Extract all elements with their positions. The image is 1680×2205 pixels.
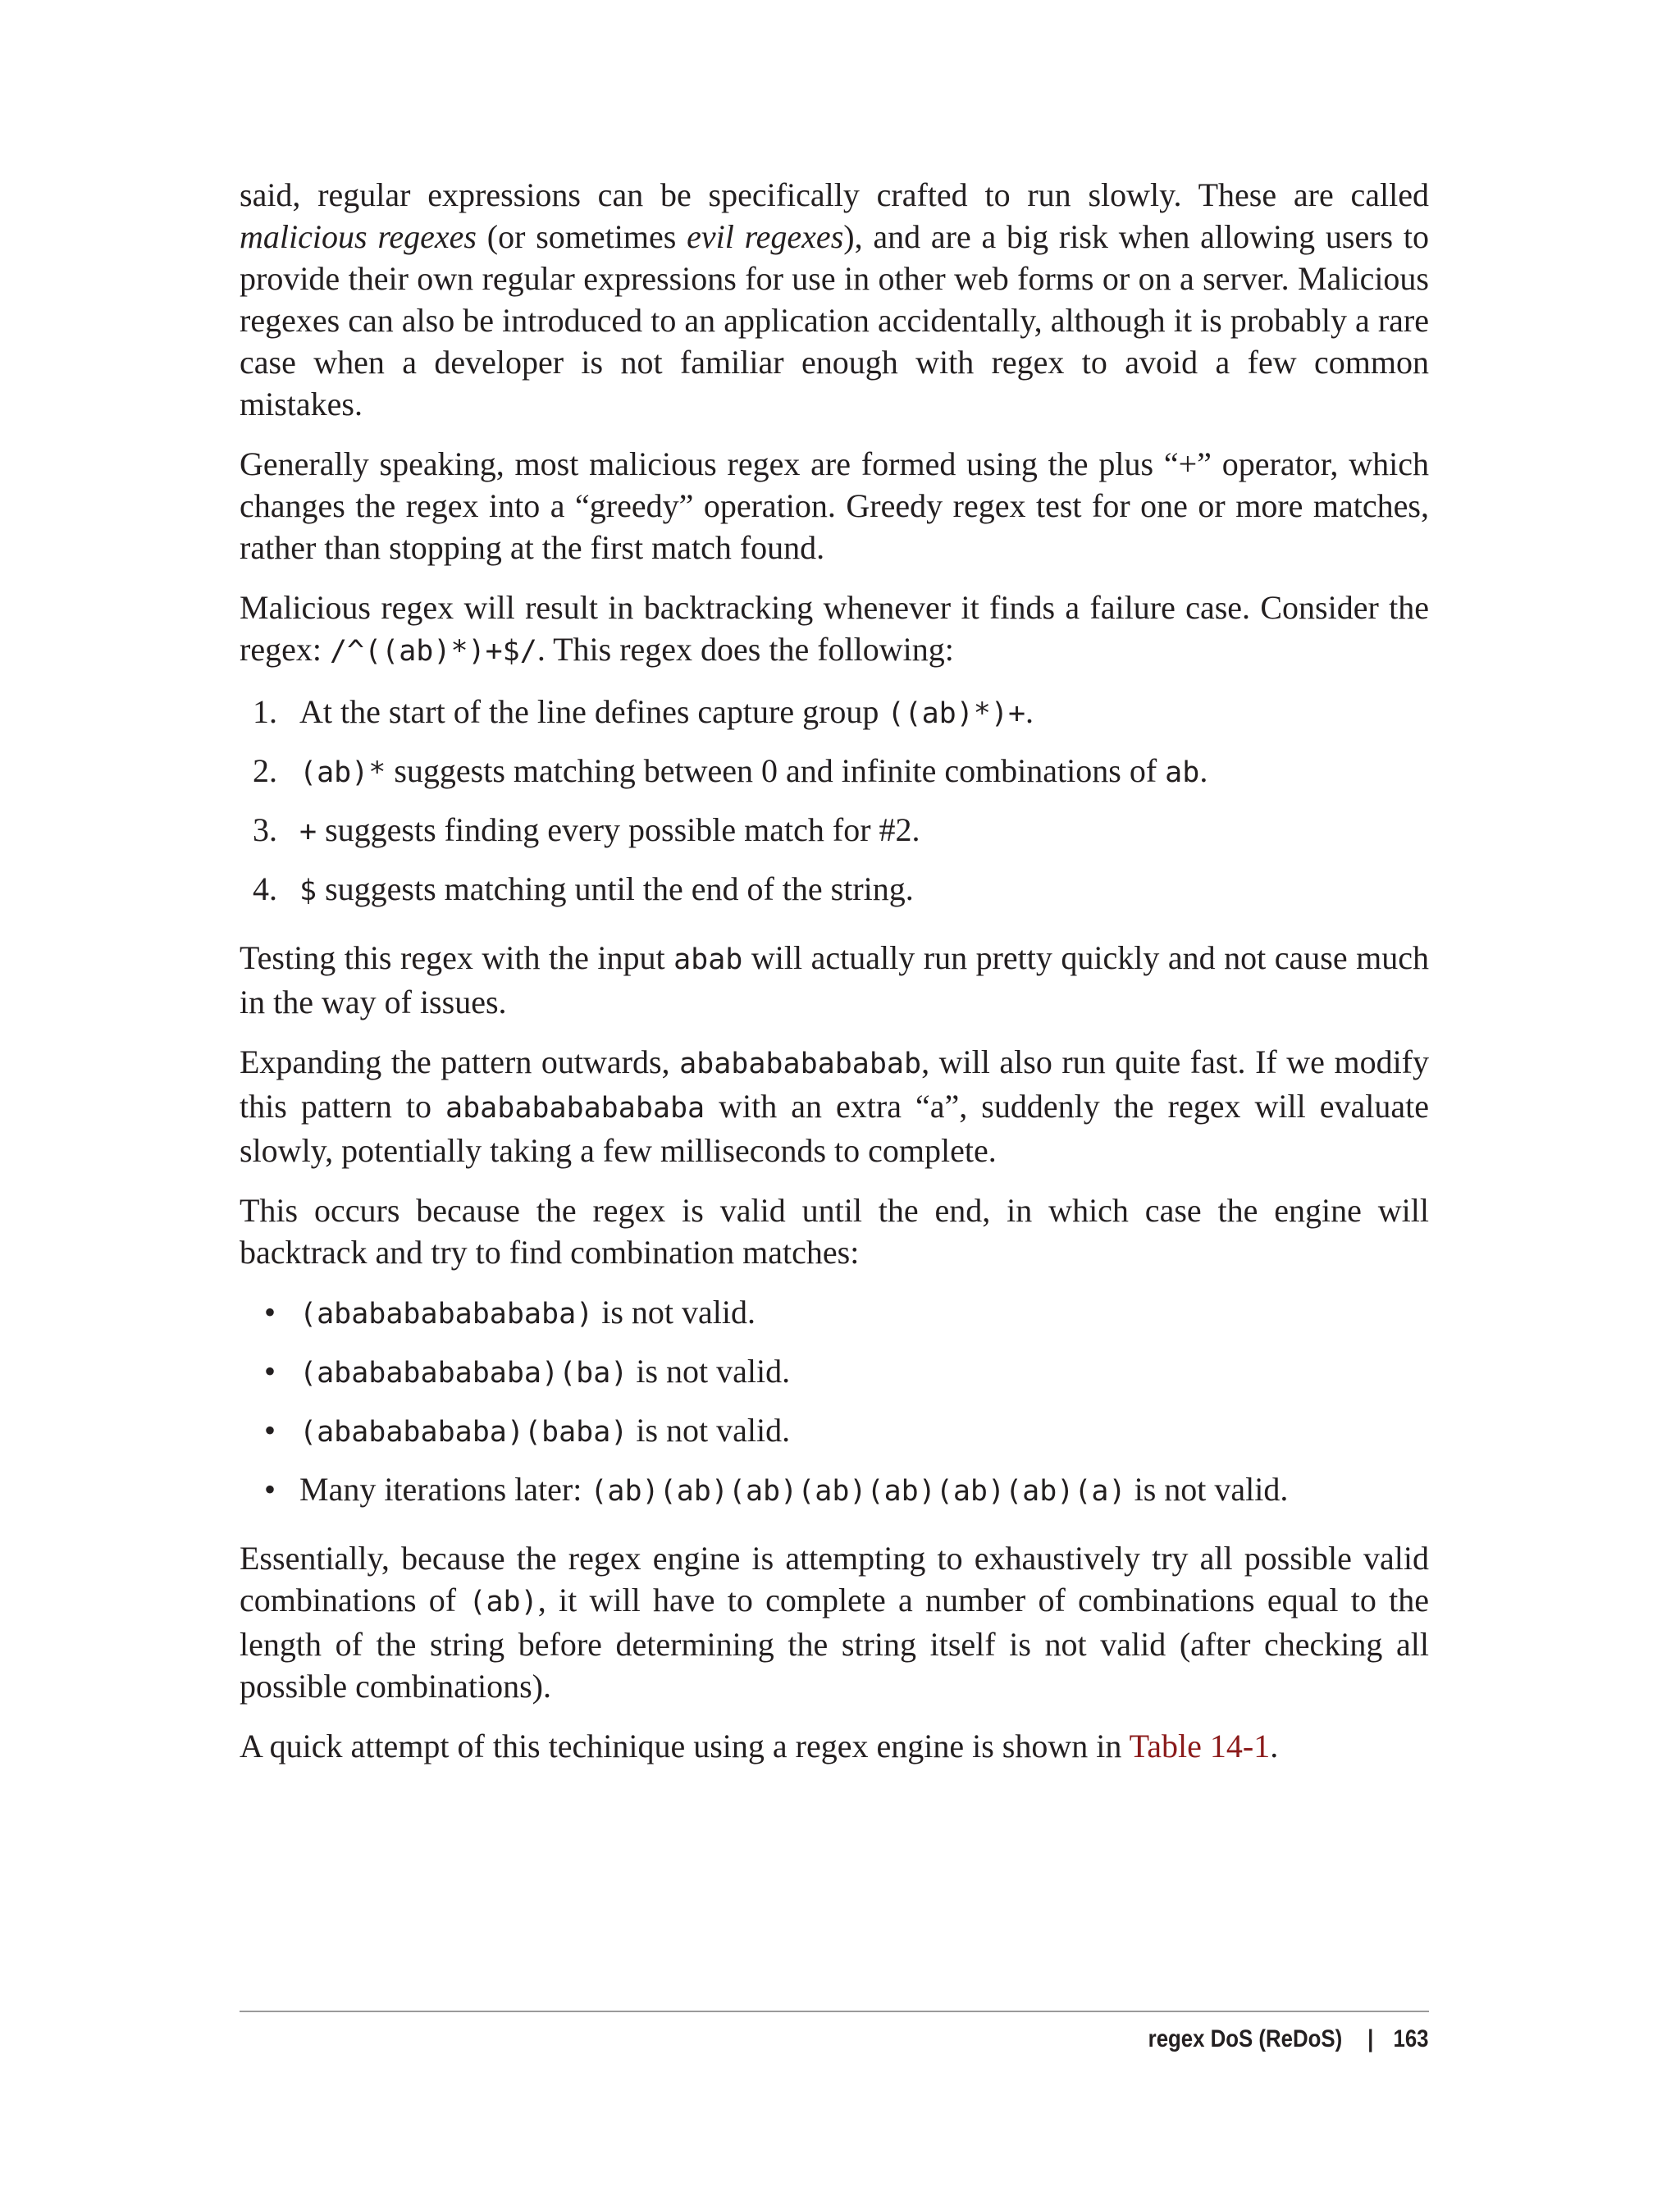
paragraph-exhaustive-try (240, 1537, 1429, 1707)
bullet-list-invalid-combinations (240, 1291, 1429, 1513)
main-text (240, 174, 1429, 1785)
text-run: said, regular expressions can be specifically crafted to run slowly. These are called (240, 176, 1429, 213)
text-run: Essentially, because the regex engine is attempting to exhaustively try all possible valid combinations of (240, 1540, 1429, 1618)
code-inline: ((ab)*)+ (887, 697, 1026, 730)
page-footer (1148, 2023, 1429, 2056)
text-run: Testing this regex with the input (240, 939, 674, 976)
text-run: At the start of the line defines capture group (299, 693, 888, 730)
text-run: Expanding the pattern outwards, (240, 1043, 680, 1080)
term-malicious-regexes: malicious regexes (240, 218, 477, 255)
paragraph-backtracking (240, 587, 1429, 673)
code-inline: ab (1165, 756, 1200, 789)
bullet-icon: • (264, 1471, 276, 1508)
text-run: with an extra “a”, suddenly the regex will evaluate slowly, potentially taking a few milliseconds to complete. (240, 1088, 1429, 1169)
bullet-icon: • (264, 1353, 276, 1390)
code-inline: ababababababab (679, 1048, 922, 1080)
text-run: is not valid. (628, 1412, 791, 1449)
code-inline: (ab)(ab)(ab)(ab)(ab)(ab)(ab)(a) (590, 1475, 1126, 1508)
text-run: suggests matching between 0 and infinite combinations of (386, 752, 1166, 789)
list-item (240, 1409, 1429, 1454)
text-run: , will also run quite fast. If we modify this pattern to (240, 1043, 1429, 1125)
list-item (240, 691, 1429, 735)
text-run: . (1025, 693, 1034, 730)
code-inline: abab (673, 943, 743, 976)
code-inline: abababababababa (445, 1092, 705, 1125)
text-run: (or sometimes (477, 218, 687, 255)
code-inline: (ab) (468, 1586, 538, 1618)
list-item (240, 1350, 1429, 1395)
text-run: . This regex does the following: (536, 631, 954, 668)
bullet-icon: • (264, 1294, 276, 1331)
text-run: is not valid. (1125, 1471, 1289, 1508)
list-item (240, 750, 1429, 794)
footer-separator: | (1367, 2025, 1374, 2052)
page-number: 163 (1393, 2025, 1429, 2052)
text-run: . (1270, 1728, 1279, 1764)
code-inline: (ab)* (299, 756, 386, 789)
paragraph-quick-attempt (240, 1725, 1429, 1767)
list-item (240, 809, 1429, 853)
code-inline: (ababababababa)(ba) (299, 1357, 628, 1390)
list-number: 3. (253, 811, 277, 848)
text-run: Many iterations later: (299, 1471, 591, 1508)
term-evil-regexes: evil regexes (687, 218, 844, 255)
list-item (240, 1291, 1429, 1335)
list-number: 4. (253, 870, 277, 907)
paragraph-greedy-operator: Generally speaking, most malicious regex are formed using the plus “+” operator, which changes the regex into a “greedy” operation. Greedy regex test for one or more matches, rather than stopping at the first match found. (240, 445, 1429, 566)
running-section-title: regex DoS (ReDoS) (1148, 2025, 1343, 2052)
bullet-icon: • (264, 1412, 276, 1449)
paragraph-combination-matches: This occurs because the regex is valid until the end, in which case the engine will backtrack and try to find combination matches: (240, 1192, 1429, 1271)
text-run: A quick attempt of this techinique using a regex engine is shown in (240, 1728, 1130, 1764)
text-run: suggests finding every possible match for #2. (317, 811, 920, 848)
code-inline: + (299, 815, 317, 848)
paragraph-expanding-pattern (240, 1041, 1429, 1171)
text-run: will actually run pretty quickly and not cause much in the way of issues. (240, 939, 1429, 1020)
list-number: 1. (253, 693, 277, 730)
text-run: is not valid. (593, 1294, 756, 1331)
code-inline: (abababababa)(baba) (299, 1416, 628, 1449)
list-item (240, 1468, 1429, 1513)
text-run: Malicious regex will result in backtracking whenever it finds a failure case. Consider the regex: (240, 589, 1429, 668)
text-run: , it will have to complete a number of combinations equal to the length of the string before determining the string itself is not valid (after checking all possible combinations). (240, 1582, 1429, 1705)
text-run: is not valid. (628, 1353, 791, 1390)
paragraph-testing-abab (240, 937, 1429, 1023)
numbered-list-regex-steps (240, 691, 1429, 912)
list-item (240, 868, 1429, 912)
text-run: suggests matching until the end of the string. (317, 870, 914, 907)
paragraph-malicious-regexes (240, 174, 1429, 425)
list-number: 2. (253, 752, 277, 789)
text-run: . (1199, 752, 1208, 789)
text-run: ), and are a big risk when allowing users to provide their own regular expressions for use in other web forms or on a server. Malicious regexes can also be introduced to an application accidentally, although it is probably a rare case when a developer is not familiar enough with regex to avoid a few common mistakes. (240, 218, 1429, 422)
footer-divider (240, 2011, 1429, 2012)
table-reference-link[interactable]: Table 14-1 (1129, 1728, 1271, 1764)
code-inline: (abababababababa) (299, 1298, 594, 1331)
code-inline: $ (299, 874, 317, 907)
code-regex-pattern: /^((ab)*)+$/ (329, 635, 537, 668)
